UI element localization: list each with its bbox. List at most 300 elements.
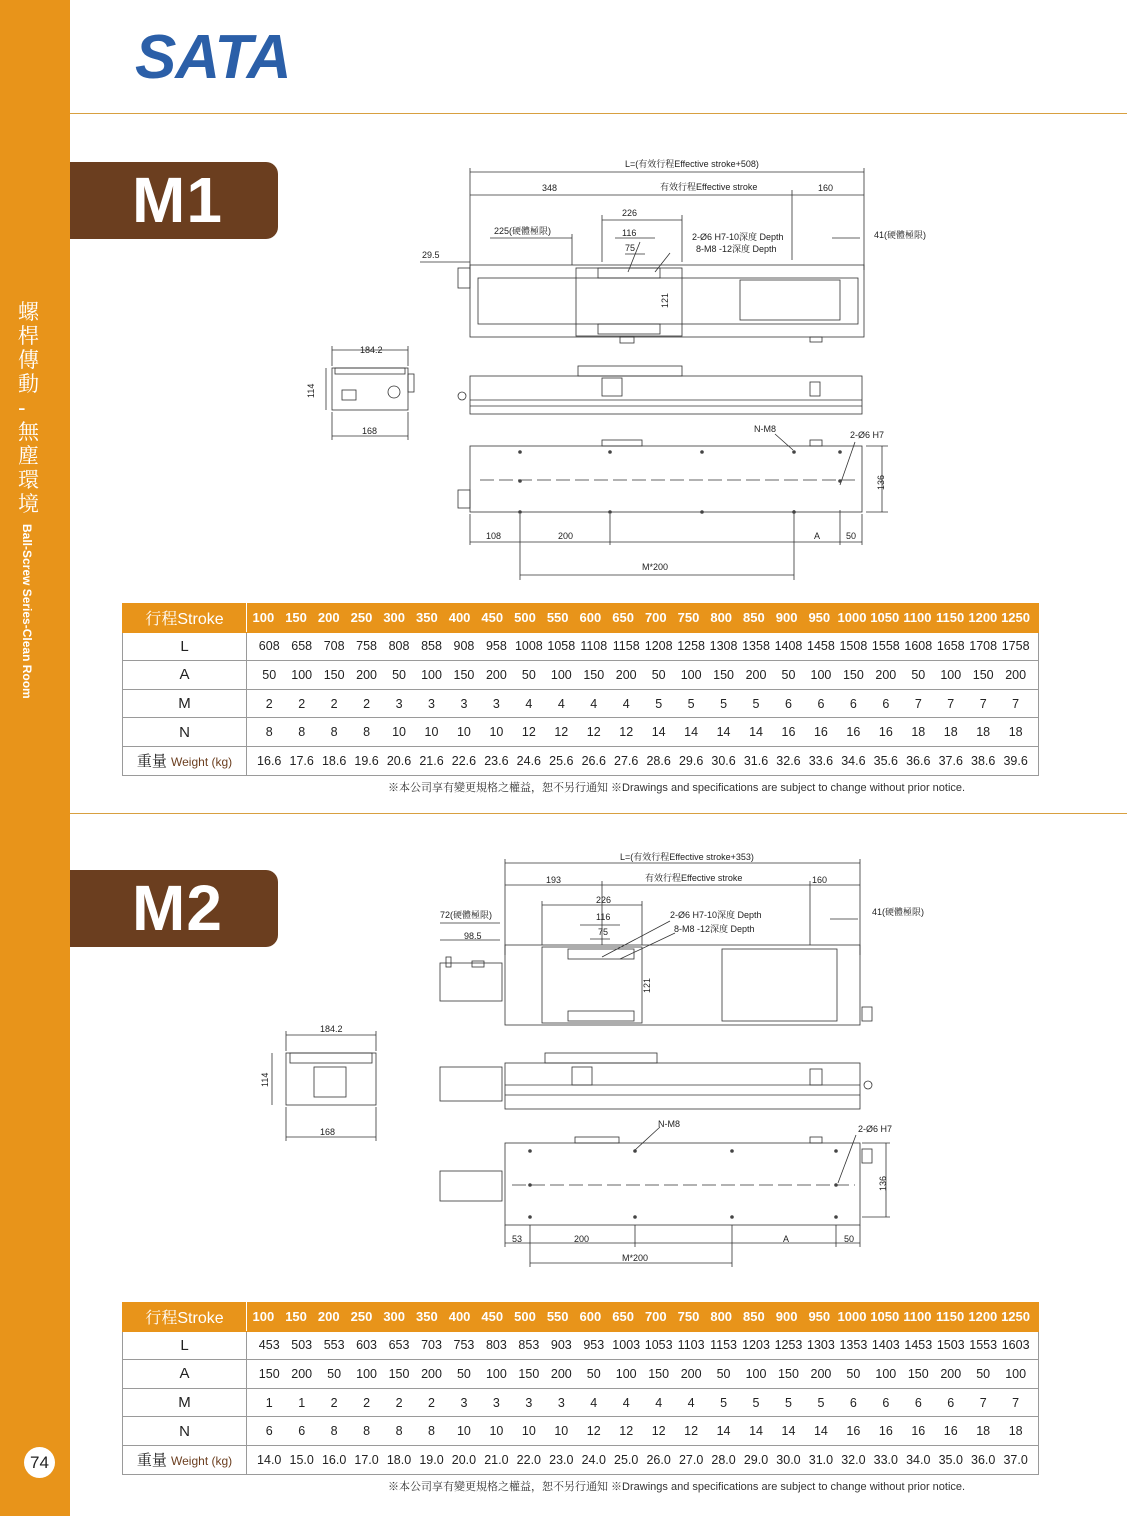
table-cell: 3 (460, 1395, 468, 1410)
table-cell: 1758 (1001, 639, 1030, 654)
m2-dim-75: 75 (598, 927, 609, 937)
m2-dim-226: 226 (596, 895, 612, 905)
table-cell: 23.6 (484, 753, 509, 768)
table-cell: 1658 (936, 639, 965, 654)
m1-dim-160: 160 (818, 183, 834, 193)
weight-label: 重量 Weight (kg) (123, 746, 247, 775)
table-cell: 6 (914, 1395, 922, 1410)
model-label-m2: M2 (70, 870, 278, 947)
m1-nm8: N-M8 (754, 424, 776, 434)
table-cell: 10 (521, 1424, 536, 1439)
row-label: L (123, 632, 247, 661)
table-cell: 8 (363, 725, 371, 740)
table-cell: 200 (421, 1366, 442, 1381)
m2-pin: 2-Ø6 H7 (858, 1124, 893, 1134)
table-header-row (123, 604, 1039, 633)
table-cell: 200 (550, 1366, 572, 1381)
m2-dim-116: 116 (596, 912, 611, 922)
table-cell: 35.6 (873, 753, 898, 768)
m2-dim-98-5: 98.5 (464, 931, 482, 941)
table-cell: 8 (265, 725, 273, 740)
sidebar-band (0, 0, 70, 1516)
table-cell: 1303 (807, 1338, 835, 1353)
table-cell: 803 (485, 1338, 507, 1353)
m2-dim-effective: 有效行程Effective stroke (645, 873, 743, 883)
table-cell: 953 (583, 1338, 605, 1353)
table-cell: 25.6 (549, 753, 574, 768)
table-cell: 12 (619, 1424, 634, 1439)
m1-note: ※本公司享有變更規格之權益，恕不另行通知 ※Drawings and specifications are subject to change without prior notice. (388, 782, 966, 794)
row-label: M (123, 1388, 247, 1417)
table-cell: 200 (1005, 667, 1027, 682)
table-cell: 7 (979, 696, 987, 711)
table-cell: 7 (914, 696, 922, 711)
m1-dim-121: 121 (660, 292, 670, 308)
m1-hole-note-1: 2-Ø6 H7-10深度 Depth (692, 232, 784, 242)
table-cell: 100 (356, 1366, 378, 1381)
table-cell: 2 (428, 1395, 435, 1410)
table-cell: 650 (612, 610, 634, 626)
table-cell: 200 (875, 667, 897, 682)
table-cell: 50 (586, 1366, 601, 1381)
table-cell: 1553 (969, 1338, 998, 1353)
table-cell: 27.0 (678, 1452, 704, 1467)
table-cell: 2 (330, 696, 338, 711)
table-cell: 5 (720, 1395, 728, 1410)
table-cell: 150 (518, 1366, 540, 1381)
table-cell: 4 (687, 1395, 695, 1410)
table-cell: 18 (943, 725, 958, 740)
table-cell: 200 (680, 1366, 702, 1381)
table-cell: 35.0 (938, 1452, 963, 1467)
table-cell: 8 (330, 725, 338, 740)
table-cell: 1050 (870, 1309, 900, 1325)
stroke-header: 行程Stroke (123, 604, 247, 633)
table-cell: 1200 (968, 610, 998, 626)
table-cell: 3 (395, 696, 403, 711)
table-cell: 650 (612, 1309, 634, 1325)
table-cell: 858 (421, 639, 442, 654)
sidebar-title (18, 300, 58, 699)
table-cell: 3 (428, 696, 435, 711)
table-cell: 453 (258, 1338, 280, 1353)
table-cell: 1558 (871, 639, 900, 654)
row-label: N (123, 718, 247, 747)
table-cell: 100 (291, 667, 313, 682)
brand-logo (135, 22, 291, 93)
table-header-row (123, 1303, 1039, 1332)
table-cell: 1250 (1001, 610, 1030, 626)
table-cell: 603 (356, 1338, 378, 1353)
table-cell: 4 (590, 696, 598, 711)
table-cell: 6 (817, 696, 825, 711)
table-cell: 750 (677, 610, 700, 626)
table-cell: 21.6 (419, 753, 444, 768)
table-cell: 4 (655, 1395, 663, 1410)
table-cell: 21.0 (484, 1452, 509, 1467)
table-cell: 2 (395, 1395, 403, 1410)
table-cell: 36.6 (906, 753, 931, 768)
table-cell: 950 (808, 1309, 831, 1325)
table-cell: 1100 (903, 1309, 932, 1325)
table-cell: 700 (644, 1309, 667, 1325)
table-cell: 12 (651, 1424, 666, 1439)
table-cell: 17.0 (354, 1452, 379, 1467)
m2-limit-right: 41(硬體極限) (872, 907, 925, 917)
table-cell: 16 (846, 1424, 861, 1439)
table-cell: 4 (557, 696, 565, 711)
table-cell: 1353 (839, 1338, 868, 1353)
sidebar-title-en: Ball-Screw Series-Clean Room (20, 524, 34, 699)
table-cell: 5 (817, 1395, 825, 1410)
table-cell: 18.0 (386, 1452, 412, 1467)
row-values (253, 668, 1038, 682)
table-cell: 12 (521, 725, 536, 740)
table-cell: 800 (710, 610, 733, 626)
table-cell: 100 (615, 1366, 637, 1381)
weight-values (253, 1453, 1038, 1467)
table-cell: 150 (583, 667, 605, 682)
table-cell: 850 (743, 610, 765, 626)
table-cell: 100 (745, 1366, 767, 1381)
table-cell: 1508 (839, 639, 868, 654)
table-cell: 20.0 (451, 1452, 477, 1467)
m1-end-base: 168 (362, 426, 378, 436)
table-cell: 250 (350, 1309, 373, 1325)
table-cell: 150 (907, 1366, 929, 1381)
table-cell: 50 (262, 667, 277, 682)
table-cell: 8 (363, 1424, 371, 1439)
table-cell: 1453 (904, 1338, 933, 1353)
table-cell: 100 (252, 1309, 275, 1325)
table-cell: 1100 (903, 610, 932, 626)
table-cell: 908 (453, 639, 475, 654)
table-row (123, 661, 1039, 690)
table-cell: 100 (940, 667, 962, 682)
table-cell: 10 (424, 725, 439, 740)
table-cell: 16 (911, 1424, 926, 1439)
table-cell: 1608 (904, 639, 933, 654)
table-cell: 1 (265, 1395, 273, 1410)
table-cell: 26.0 (646, 1452, 671, 1467)
table-cell: 500 (514, 1309, 536, 1325)
table-cell: 14.0 (257, 1452, 282, 1467)
table-cell: 900 (775, 1309, 798, 1325)
table-cell: 10 (489, 1424, 504, 1439)
table-cell: 16 (878, 725, 893, 740)
table-cell: 16 (878, 1424, 893, 1439)
stroke-values (247, 610, 1038, 625)
m2-note: ※本公司享有變更規格之權益，恕不另行通知 ※Drawings and specifications are subject to change without prior notice. (388, 1481, 966, 1493)
table-cell: 14 (749, 1424, 763, 1439)
table-cell: 29.6 (678, 753, 704, 768)
table-cell: 758 (356, 639, 378, 654)
table-cell: 6 (265, 1424, 273, 1439)
table-cell: 4 (525, 696, 533, 711)
row-values (253, 1338, 1038, 1352)
table-cell: 16.0 (321, 1452, 347, 1467)
m2-limit-left: 72(硬體極限) (440, 910, 493, 920)
table-cell: 703 (421, 1338, 442, 1353)
table-cell: 1208 (644, 639, 673, 654)
table-cell: 550 (546, 1309, 569, 1325)
m1-end-height: 114 (306, 383, 316, 398)
table-cell: 1003 (612, 1338, 641, 1353)
table-cell: 6 (882, 1395, 890, 1410)
table-cell: 8 (395, 1424, 403, 1439)
table-cell: 12 (586, 1424, 601, 1439)
m2-nm8: N-M8 (658, 1119, 680, 1129)
m1-dim-overall: L=(有效行程Effective stroke+508) (625, 159, 759, 169)
table-cell: 100 (1005, 1366, 1027, 1381)
table-cell: 33.6 (808, 753, 834, 768)
table-cell: 100 (421, 667, 442, 682)
table-cell: 200 (745, 667, 767, 682)
row-label: A (123, 1360, 247, 1389)
table-cell: 608 (258, 639, 280, 654)
table-cell: 150 (285, 1309, 307, 1325)
table-cell: 50 (521, 667, 536, 682)
m1-end-width: 184.2 (360, 345, 383, 355)
table-cell: 2 (363, 696, 371, 711)
table-cell: 6 (849, 696, 857, 711)
table-cell: 7 (1012, 696, 1020, 711)
stroke-header: 行程Stroke (123, 1303, 247, 1332)
table-cell: 36.0 (971, 1452, 996, 1467)
table-cell: 1603 (1001, 1338, 1030, 1353)
table-cell: 6 (298, 1424, 306, 1439)
m1-technical-drawing (290, 150, 940, 590)
table-cell: 17.6 (289, 753, 314, 768)
table-row (123, 1331, 1039, 1360)
page-number: 74 (24, 1447, 55, 1478)
table-cell: 3 (557, 1395, 565, 1410)
table-cell: 12 (619, 725, 634, 740)
table-cell: 350 (416, 610, 438, 626)
table-cell: 38.6 (971, 753, 996, 768)
table-cell: 200 (615, 667, 637, 682)
table-cell: 34.0 (906, 1452, 931, 1467)
table-cell: 1000 (837, 1309, 867, 1325)
table-cell: 6 (947, 1395, 955, 1410)
m1-dim-226: 226 (622, 208, 638, 218)
table-cell: 14 (716, 1424, 731, 1439)
table-cell: 150 (972, 667, 994, 682)
table-cell: 2 (330, 1395, 338, 1410)
table-cell: 10 (554, 1424, 569, 1439)
table-cell: 100 (485, 1366, 507, 1381)
table-cell: 1153 (710, 1338, 738, 1353)
table-cell: 753 (453, 1338, 475, 1353)
row-values (253, 1396, 1038, 1410)
row-values (253, 1424, 1038, 1438)
m2-dim-overall: L=(有效行程Effective stroke+353) (620, 852, 754, 862)
table-cell: 400 (448, 1309, 471, 1325)
weight-values (253, 754, 1038, 768)
table-row (123, 718, 1039, 747)
table-cell: 7 (947, 696, 955, 711)
table-cell: 16 (813, 725, 828, 740)
table-cell: 7 (1012, 1395, 1020, 1410)
table-cell: 250 (350, 610, 373, 626)
table-cell: 33.0 (873, 1452, 898, 1467)
table-cell: 16 (781, 725, 796, 740)
table-cell: 950 (808, 610, 831, 626)
table-cell: 12 (586, 725, 601, 740)
table-cell: 600 (579, 1309, 602, 1325)
table-cell: 200 (356, 667, 378, 682)
table-cell: 900 (775, 610, 798, 626)
table-cell: 12 (684, 1424, 699, 1439)
table-cell: 34.6 (841, 753, 866, 768)
table-cell: 50 (911, 667, 926, 682)
logo-text: SATA (135, 23, 291, 92)
table-cell: 30.6 (711, 753, 736, 768)
table-cell: 14 (781, 1424, 796, 1439)
table-cell: 1058 (547, 639, 576, 654)
m1-pin: 2-Ø6 H7 (850, 430, 885, 440)
table-cell: 5 (752, 1395, 760, 1410)
table-cell: 903 (550, 1338, 572, 1353)
table-cell: 2 (265, 696, 273, 711)
table-cell: 37.6 (938, 753, 963, 768)
m1-dim-200: 200 (558, 531, 574, 541)
table-cell: 26.6 (581, 753, 606, 768)
table-cell: 100 (810, 667, 832, 682)
table-cell: 3 (525, 1395, 533, 1410)
m1-dim-136: 136 (876, 474, 886, 490)
table-cell: 14 (651, 725, 666, 740)
m1-dim-29-5: 29.5 (422, 250, 440, 260)
table-cell: 14 (684, 725, 699, 740)
table-cell: 20.6 (386, 753, 412, 768)
table-cell: 850 (743, 1309, 765, 1325)
table-cell: 100 (252, 610, 275, 626)
table-cell: 32.0 (841, 1452, 866, 1467)
stroke-values (247, 1309, 1038, 1324)
table-cell: 16.6 (257, 753, 282, 768)
table-cell: 22.6 (451, 753, 477, 768)
table-cell: 1258 (677, 639, 706, 654)
table-cell: 200 (317, 1309, 340, 1325)
table-row (123, 1388, 1039, 1417)
table-cell: 150 (842, 667, 864, 682)
table-cell: 14 (813, 1424, 828, 1439)
table-cell: 1108 (580, 639, 608, 654)
table-cell: 808 (388, 639, 410, 654)
m2-dim-53: 53 (512, 1234, 523, 1244)
table-cell: 100 (875, 1366, 897, 1381)
table-cell: 1403 (871, 1338, 900, 1353)
row-label: M (123, 689, 247, 718)
table-cell: 200 (317, 610, 340, 626)
table-cell: 3 (492, 1395, 500, 1410)
table-cell: 1103 (677, 1338, 705, 1353)
table-cell: 6 (849, 1395, 857, 1410)
table-cell: 750 (677, 1309, 700, 1325)
table-cell: 28.6 (646, 753, 671, 768)
table-cell: 50 (781, 667, 796, 682)
m1-dim-75: 75 (625, 243, 636, 253)
model-label-m1: M1 (70, 162, 278, 239)
divider (70, 813, 1127, 814)
table-cell: 800 (710, 1309, 733, 1325)
table-cell: 18 (976, 1424, 991, 1439)
table-cell: 29.0 (743, 1452, 769, 1467)
row-label: L (123, 1331, 247, 1360)
m1-dim-50: 50 (846, 531, 857, 541)
table-cell: 5 (752, 696, 760, 711)
table-cell: 18 (976, 725, 991, 740)
table-cell: 150 (388, 1366, 410, 1381)
table-cell: 16 (943, 1424, 958, 1439)
table-cell: 24.6 (516, 753, 542, 768)
table-cell: 1150 (936, 610, 965, 626)
row-label: A (123, 661, 247, 690)
table-cell: 1008 (514, 639, 543, 654)
table-cell: 3 (460, 696, 468, 711)
m1-dim-108: 108 (486, 531, 502, 541)
table-cell: 150 (323, 667, 345, 682)
m2-dim-160: 160 (812, 875, 828, 885)
table-cell: 4 (590, 1395, 598, 1410)
row-label: N (123, 1417, 247, 1446)
m2-dim-121: 121 (642, 977, 652, 993)
table-cell: 12 (554, 725, 569, 740)
table-cell: 3 (492, 696, 500, 711)
table-cell: 14 (716, 725, 731, 740)
table-cell: 1200 (968, 1309, 998, 1325)
table-cell: 24.0 (581, 1452, 606, 1467)
table-cell: 1503 (936, 1338, 965, 1353)
m1-spec-table (122, 603, 1039, 776)
table-row (123, 1417, 1039, 1446)
table-cell: 14 (749, 725, 763, 740)
table-cell: 31.0 (808, 1452, 834, 1467)
table-cell: 22.0 (516, 1452, 542, 1467)
table-cell: 39.6 (1003, 753, 1028, 768)
table-cell: 50 (651, 667, 666, 682)
table-cell: 8 (298, 725, 306, 740)
table-cell: 37.0 (1003, 1452, 1028, 1467)
table-row (123, 1445, 1039, 1474)
table-cell: 4 (622, 1395, 630, 1410)
table-cell: 50 (392, 667, 406, 682)
table-cell: 5 (785, 1395, 792, 1410)
m2-dim-200: 200 (574, 1234, 590, 1244)
table-cell: 8 (428, 1424, 435, 1439)
table-cell: 6 (785, 696, 792, 711)
table-cell: 450 (481, 610, 504, 626)
table-cell: 150 (648, 1366, 670, 1381)
m1-limit-right: 41(硬體極限) (874, 230, 927, 240)
table-cell: 150 (453, 667, 475, 682)
table-cell: 28.0 (711, 1452, 736, 1467)
table-cell: 200 (810, 1366, 832, 1381)
table-cell: 958 (485, 639, 507, 654)
m2-end-base: 168 (320, 1127, 336, 1137)
m2-dim-136: 136 (878, 1175, 888, 1191)
table-cell: 200 (291, 1366, 313, 1381)
row-values (253, 725, 1038, 739)
table-cell: 708 (323, 639, 345, 654)
m2-dim-a: A (783, 1234, 790, 1244)
table-cell: 27.6 (614, 753, 639, 768)
table-cell: 10 (489, 725, 504, 740)
m2-dim-193: 193 (546, 875, 562, 885)
table-cell: 1050 (870, 610, 900, 626)
table-cell: 4 (622, 696, 630, 711)
